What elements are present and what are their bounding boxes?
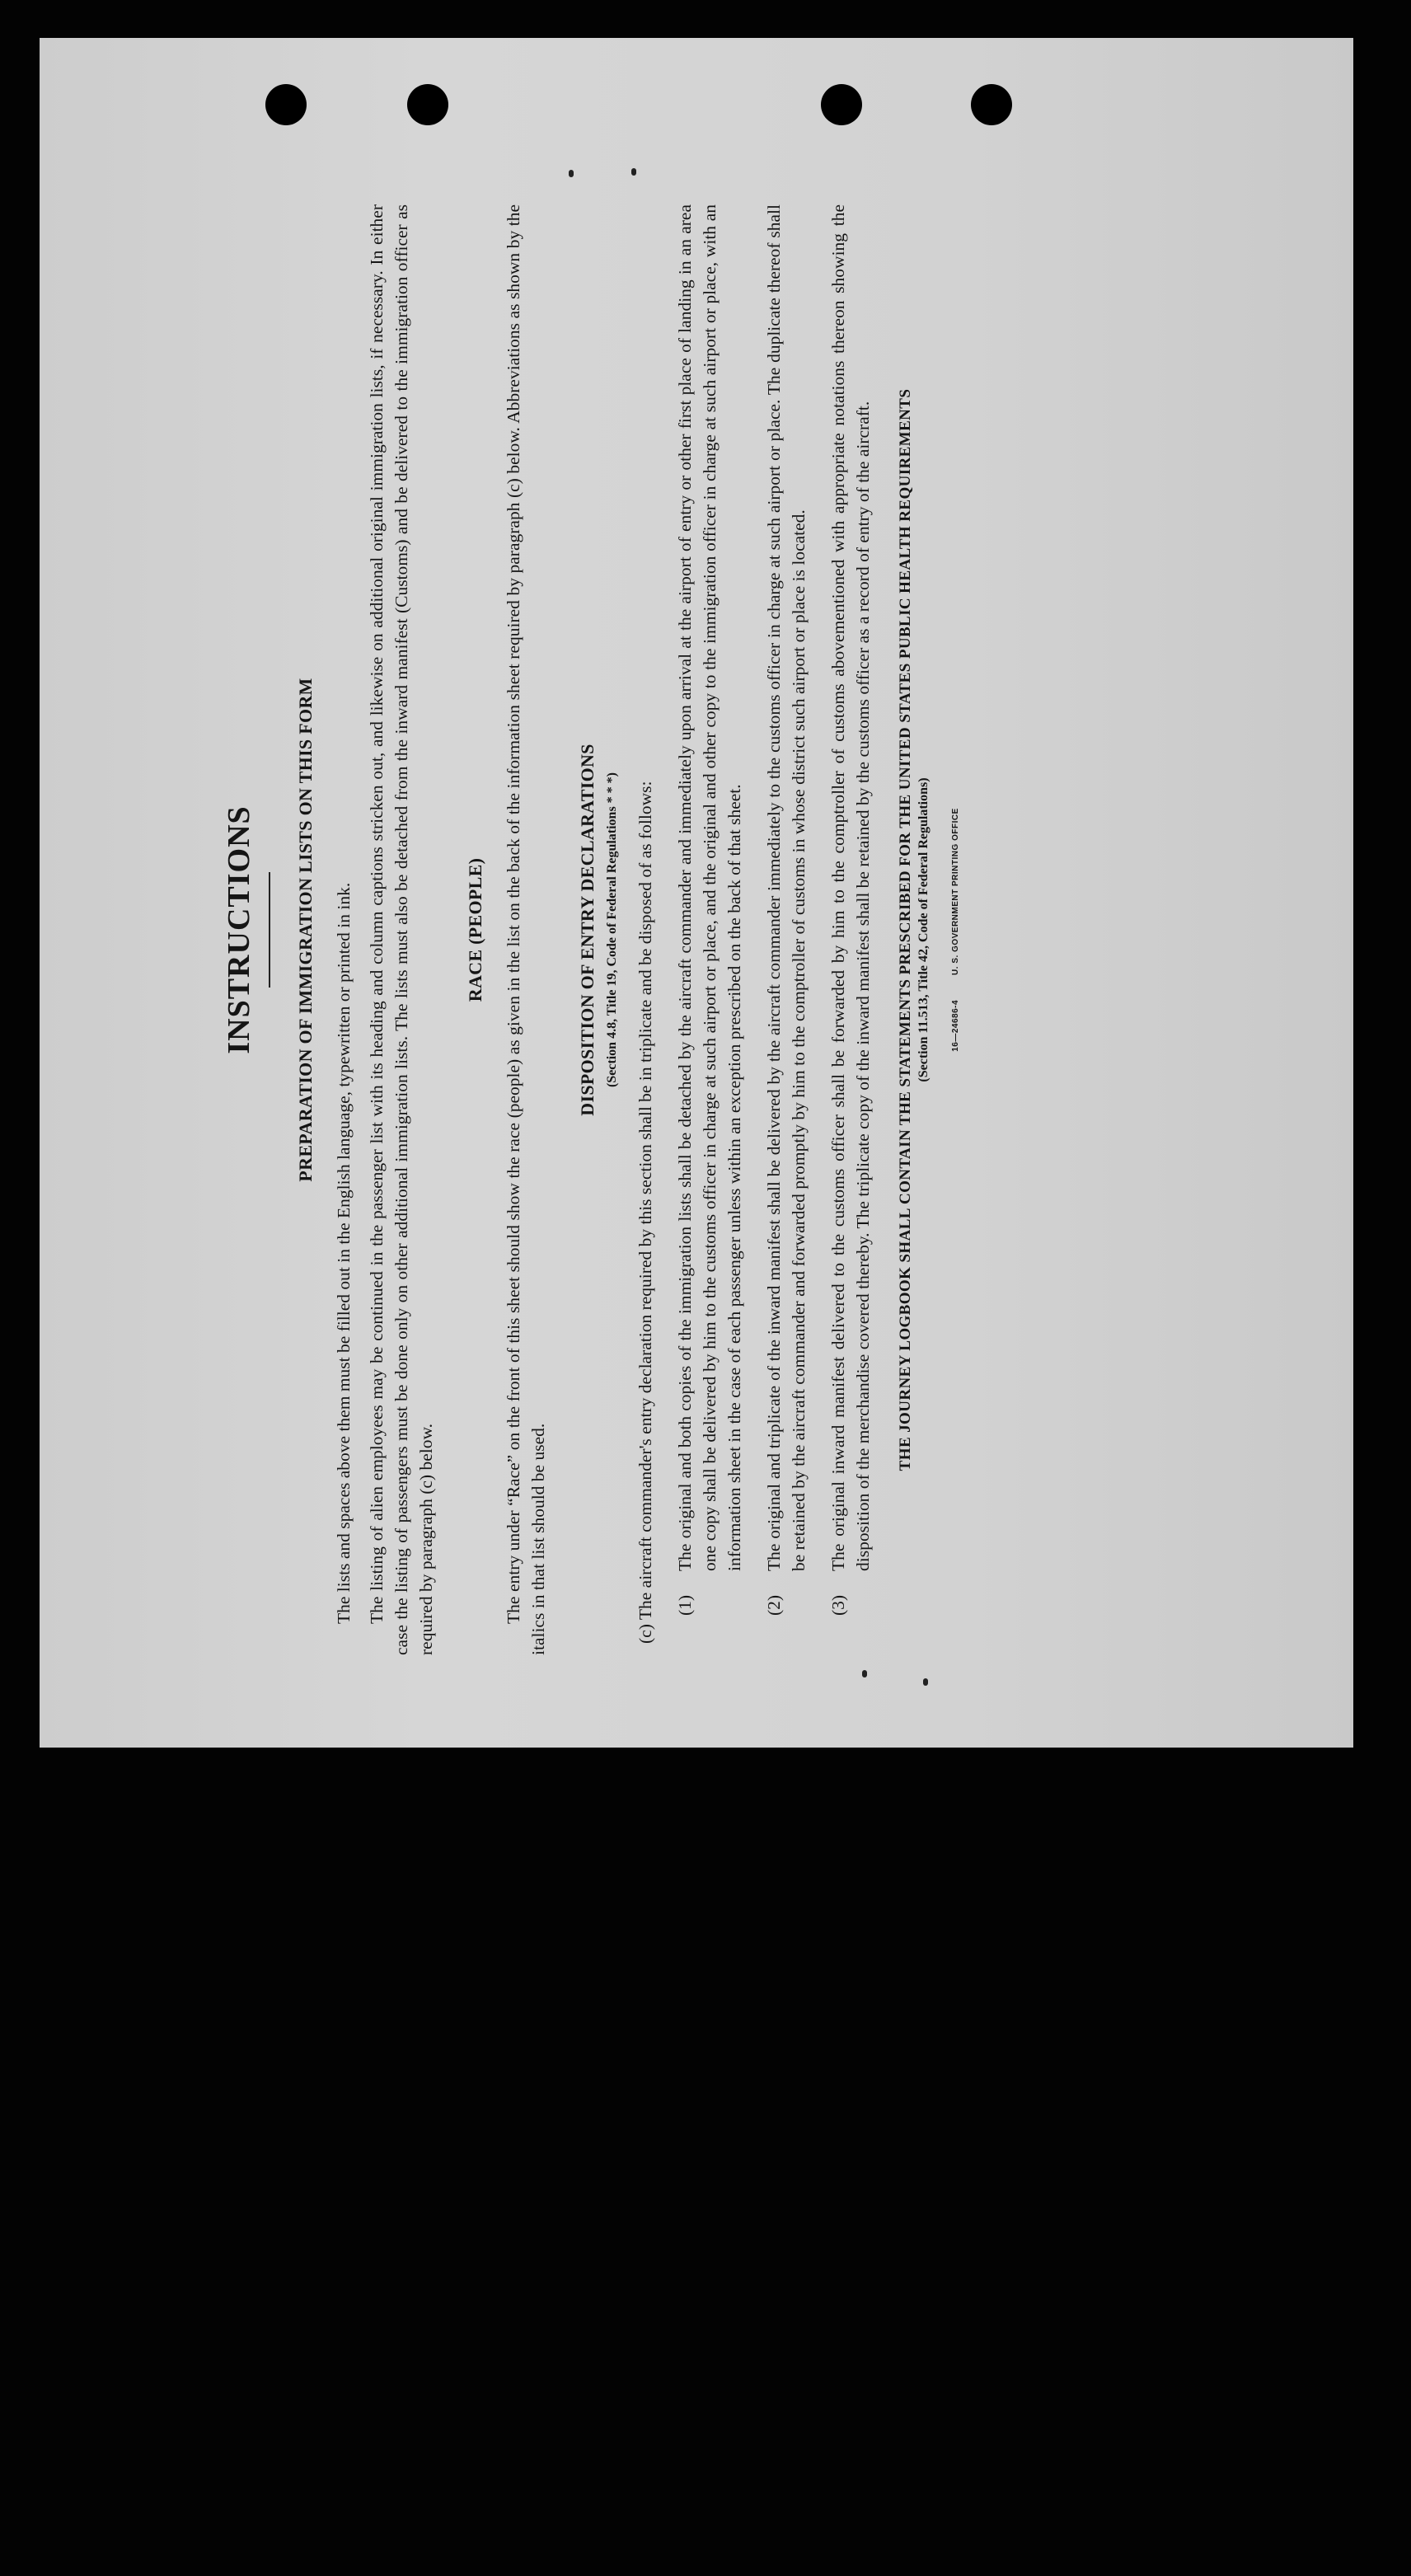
- public-health-heading: THE JOURNEY LOGBOOK SHALL CONTAIN THE STATEMENTS PRESCRIBED FOR THE UNITED STATES PUBLIC HEALTH REQUIREMENTS: [897, 388, 914, 1471]
- list-item-text: The original and both copies of the immigration lists shall be detached by the aircraft commander and immediately upon arrival at the airport of entry or other first place of landing in an area one copy shall be delivered by him to the customs officer in charge at such airport or place, and the original and other copy to the immigration officer in charge at such airport or place, with an information sheet in the case of each passenger unless within an exception prescribed on the back of that sheet.: [675, 204, 744, 1571]
- disposition-intro: (c) The aircraft commander's entry declaration required by this section shall be in triplicate and be disposed of as follows:: [635, 781, 655, 1644]
- list-item: [826, 204, 875, 1655]
- page-title: INSTRUCTIONS: [222, 805, 256, 1054]
- paper-sheet: [40, 38, 1353, 1748]
- list-item: [762, 204, 811, 1655]
- public-health-subheading: (Section 11.513, Title 42, Code of Federal Regulations): [916, 777, 931, 1082]
- ink-speck: [923, 1678, 928, 1686]
- list-item: [673, 204, 747, 1655]
- printer-imprint: [951, 204, 960, 1655]
- race-paragraph: The entry under “Race” on the front of this sheet should show the race (people) as given in the list on the back of the information sheet required by paragraph (c) below. Abbreviations as shown by the italics in that list should be used.: [504, 204, 548, 1655]
- list-item-text: The original and triplicate of the inward manifest shall be delivered by the aircraft commander immediately to the customs officer in charge at such airport or place. The duplicate thereof shall be retained by the aircraft commander and forwarded promptly by him to the comptroller of customs in whose district such airport or place is located.: [764, 204, 809, 1571]
- printer-name: U. S. GOVERNMENT PRINTING OFFICE: [951, 808, 960, 975]
- list-item-text: The original inward manifest delivered to the customs officer shall be forwarded by him to the comptroller of customs abovementioned with appropriate notations thereon showing the disposition of the merchandise covered thereby. The triplicate copy of the inward manifest shall be retained by the customs officer as a record of entry of the aircraft.: [828, 204, 873, 1571]
- form-number: 16—24686-4: [951, 999, 960, 1052]
- preparation-paragraph: The lists and spaces above them must be filled out in the English language, typewritten or printed in ink.: [334, 882, 354, 1624]
- ink-speck: [631, 168, 636, 176]
- ink-speck: [862, 1670, 867, 1677]
- disposition-subheading: (Section 4.8, Title 19, Code of Federal Regulations * * *): [605, 772, 619, 1088]
- race-heading: RACE (PEOPLE): [465, 857, 485, 1002]
- preparation-paragraph: The listing of alien employees may be continued in the passenger list with its heading and column captions stricken out, and likewise on additional original immigration lists, if necessary. In either case the listing of passengers must be done only on other additional immigration lists. The lists must also be detached from the inward manifest (Customs) and be delivered to the immigration officer as required by paragraph (c) below.: [367, 204, 436, 1655]
- ink-speck: [569, 170, 574, 177]
- preparation-heading: PREPARATION OF IMMIGRATION LISTS ON THIS FORM: [295, 678, 316, 1182]
- instructions-text-block: [221, 204, 1193, 1655]
- disposition-heading: DISPOSITION OF ENTRY DECLARATIONS: [577, 744, 598, 1116]
- punch-hole: [265, 84, 307, 125]
- punch-hole: [821, 84, 862, 125]
- list-item-number: (1): [675, 1594, 695, 1616]
- punch-hole: [971, 84, 1012, 125]
- list-item-number: (2): [764, 1594, 784, 1616]
- title-divider: [269, 872, 270, 988]
- list-item-number: (3): [828, 1594, 848, 1616]
- punch-hole: [407, 84, 448, 125]
